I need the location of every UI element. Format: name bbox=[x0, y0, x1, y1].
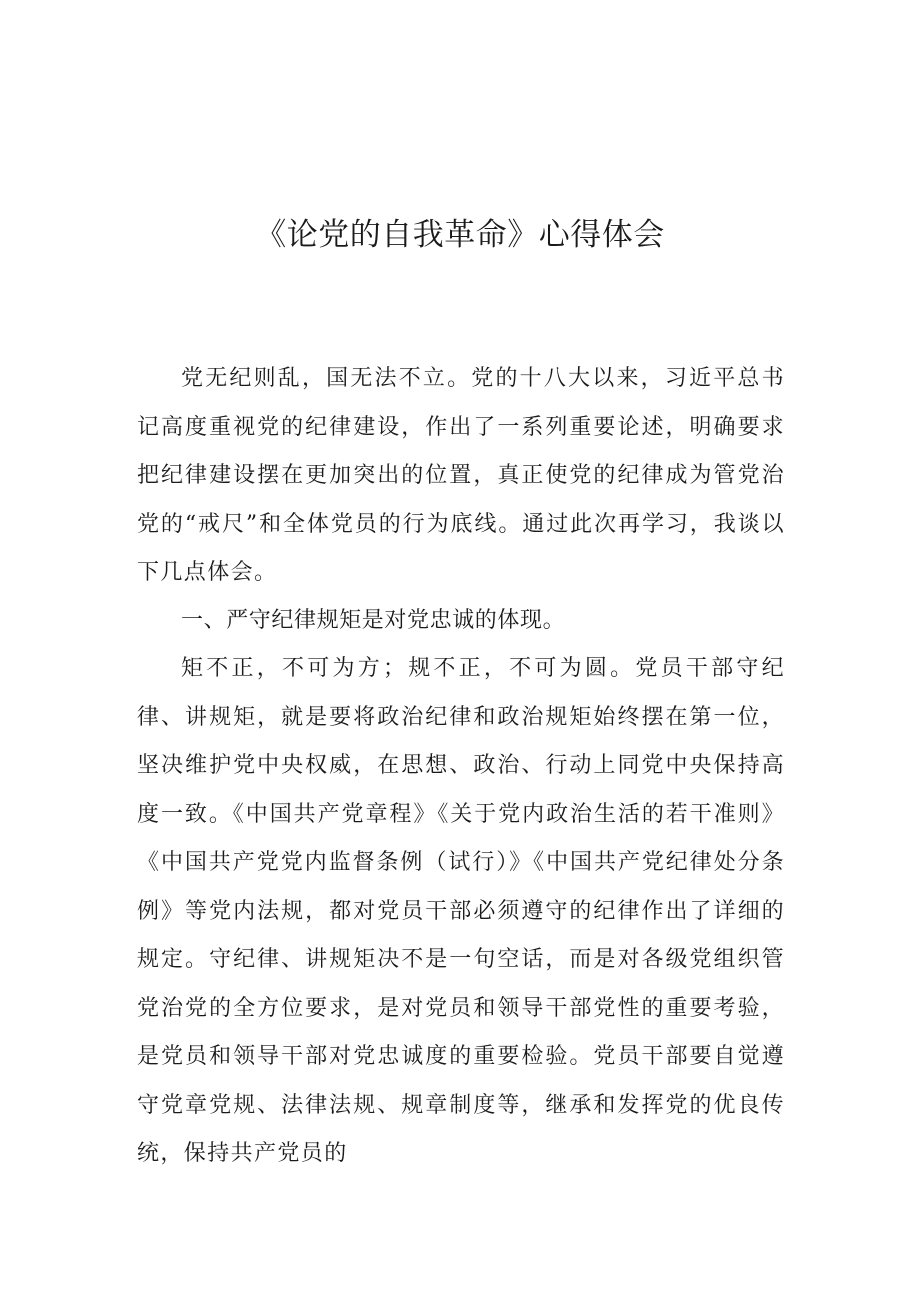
document-title: 《论党的自我革命》心得体会 bbox=[255, 217, 665, 253]
section-heading: 一、严守纪律规矩是对党忠诚的体现。 bbox=[181, 608, 566, 633]
intro-paragraph: 党无纪则乱，国无法不立。党的十八大以来，习近平总书记高度重视党的纪律建设，作出了一系列重要论述，明确要求把纪律建设摆在更加突出的位置，真正使党的纪律成为管党治党的“戒尺”和全体党员的行为底线。通过此次再学习，我谈以下几点体会。 bbox=[137, 366, 785, 585]
section-paragraph: 矩不正，不可为方；规不正，不可为圆。党员干部守纪律、讲规矩，就是要将政治纪律和政治规矩始终摆在第一位，坚决维护党中央权威，在思想、政治、行动上同党中央保持高度一致。《中国共产党章程》《关于党内政治生活的若干准则》《中国共产党党内监督条例（试行）》《中国共产党纪律处分条例》等党内法规，都对党员干部必须遵守的纪律作出了详细的规定。守纪律、讲规矩决不是一句空话，而是对各级党组织管党治党的全方位要求，是对党员和领导干部党性的重要考验，是党员和领导干部对党忠诚度的重要检验。党员干部要自觉遵守党章党规、法律法规、规章制度等，继承和发挥党的优良传统，保持共产党员的 bbox=[137, 656, 785, 1166]
